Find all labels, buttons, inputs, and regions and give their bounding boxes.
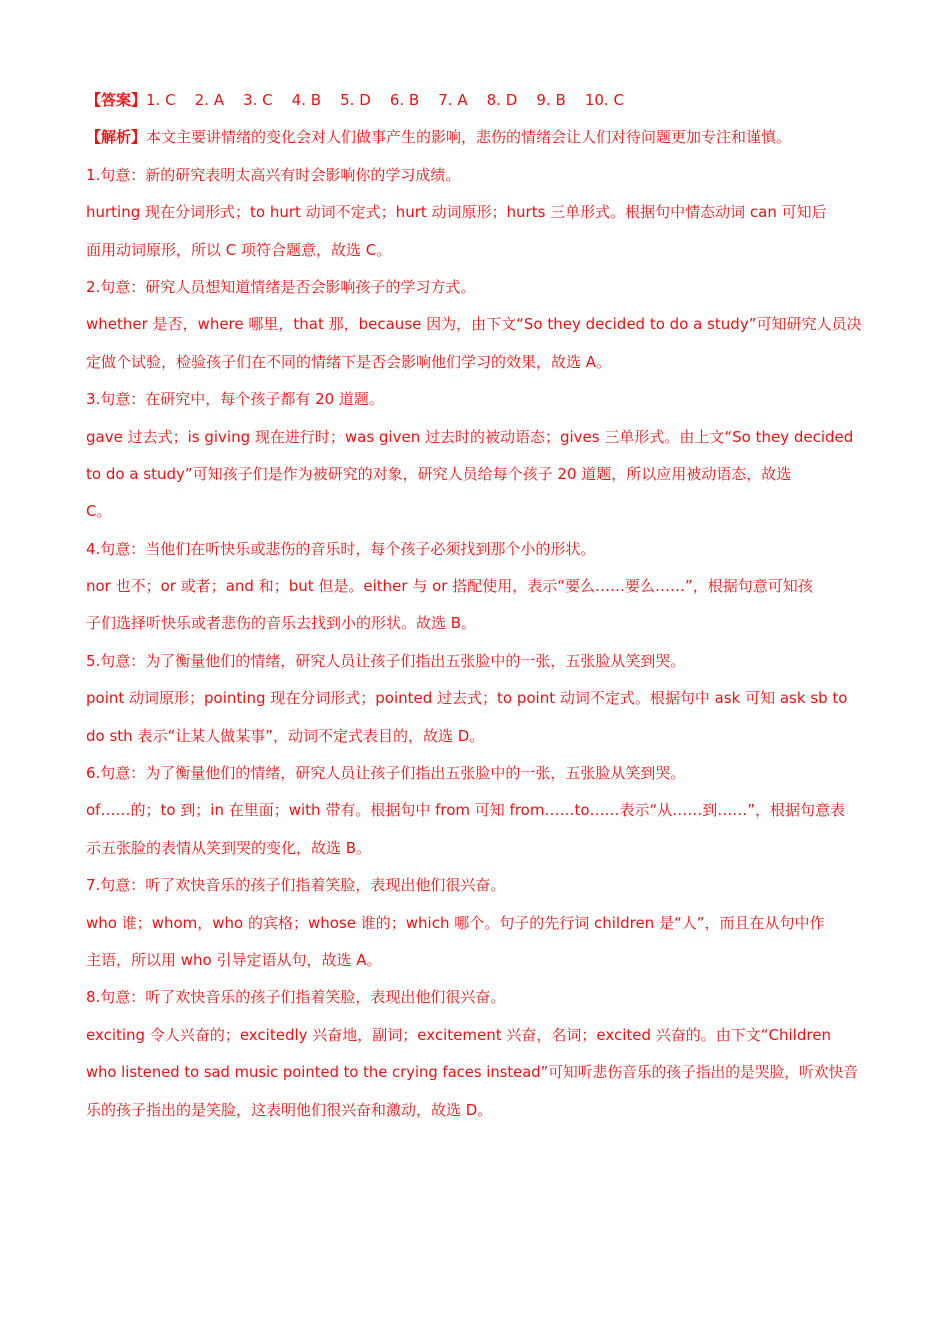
analysis-label: 【解析】 [86, 128, 147, 147]
text-line: whether 是否，where 哪里，that 那，because 因为，由下文“So they decided to do a study”可知研究人员决 [86, 315, 862, 334]
text-line: who 谁；whom，who 的宾格；whose 谁的；which 哪个。句子的先行词 children 是“人”，而且在从句中作 [86, 913, 825, 932]
text-line: 4.句意：当他们在听快乐或悲伤的音乐时，每个孩子必须找到那个小的形状。 [86, 539, 596, 558]
text-line: 7.句意：听了欢快音乐的孩子们指着笑脸，表现出他们很兴奋。 [86, 876, 506, 895]
text-line: do sth 表示“让某人做某事”，动词不定式表目的，故选 D。 [86, 726, 485, 745]
analysis-summary: 本文主要讲情绪的变化会对人们做事产生的影响，悲伤的情绪会让人们对待问题更加专注和谨慎。 [146, 128, 792, 147]
text-line: of……的；to 到；in 在里面；with 带有。根据句中 from 可知 from……to……表示“从……到……”，根据句意表 [86, 801, 846, 820]
text-line: 1.句意：新的研究表明太高兴有时会影响你的学习成绩。 [86, 165, 461, 184]
text-line: 乐的孩子指出的是笑脸，这表明他们很兴奋和激动，故选 D。 [86, 1100, 493, 1119]
text-line: hurting 现在分词形式；to hurt 动词不定式；hurt 动词原形；hurts 三单形式。根据句中情态动词 can 可知后 [86, 203, 827, 222]
text-line: to do a study”可知孩子们是作为被研究的对象，研究人员给每个孩子 20 道题，所以应用被动语态，故选 [86, 464, 792, 483]
text-line: 面用动词原形，所以 C 项符合题意，故选 C。 [86, 240, 392, 259]
text-line: who listened to sad music pointed to the crying faces instead”可知听悲伤音乐的孩子指出的是哭脸，听欢快音 [86, 1064, 859, 1082]
answer-line [86, 82, 866, 119]
text-line: 6.句意：为了衡量他们的情绪，研究人员让孩子们指出五张脸中的一张，五张脸从笑到哭。 [86, 764, 686, 783]
text-line: nor 也不；or 或者；and 和；but 但是。either 与 or 搭配使用，表示“要么……要么……”，根据句意可知孩 [86, 577, 813, 596]
text-line: 子们选择听快乐或者悲伤的音乐去找到小的形状。故选 B。 [86, 614, 477, 633]
text-line: 3.句意：在研究中，每个孩子都有 20 道题。 [86, 390, 384, 409]
answer-label: 【答案】 [86, 91, 147, 109]
answer-items: 1. C 2. A 3. C 4. B 5. D 6. B 7. A 8. D 9. B 10. C [146, 91, 624, 109]
text-line: point 动词原形；pointing 现在分词形式；pointed 过去式；to point 动词不定式。根据句中 ask 可知 ask sb to [86, 689, 848, 708]
text-line: 示五张脸的表情从笑到哭的变化，故选 B。 [86, 838, 372, 857]
analysis-line [86, 119, 866, 156]
answer-key-content [86, 82, 866, 1129]
text-line: 5.句意：为了衡量他们的情绪，研究人员让孩子们指出五张脸中的一张，五张脸从笑到哭。 [86, 651, 686, 670]
text-line: 定做个试验，检验孩子们在不同的情绪下是否会影响他们学习的效果，故选 A。 [86, 352, 612, 371]
text-line: exciting 令人兴奋的；excitedly 兴奋地，副词；excitement 兴奋，名词；excited 兴奋的。由下文“Children [86, 1025, 831, 1044]
text-line: 8.句意：听了欢快音乐的孩子们指着笑脸，表现出他们很兴奋。 [86, 988, 506, 1007]
text-line: gave 过去式；is giving 现在进行时；was given 过去时的被动语态；gives 三单形式。由上文“So they decided [86, 427, 854, 446]
text-line: 主语，所以用 who 引导定语从句，故选 A。 [86, 950, 382, 969]
text-line: C。 [86, 502, 112, 521]
text-line: 2.句意：研究人员想知道情绪是否会影响孩子的学习方式。 [86, 277, 476, 296]
